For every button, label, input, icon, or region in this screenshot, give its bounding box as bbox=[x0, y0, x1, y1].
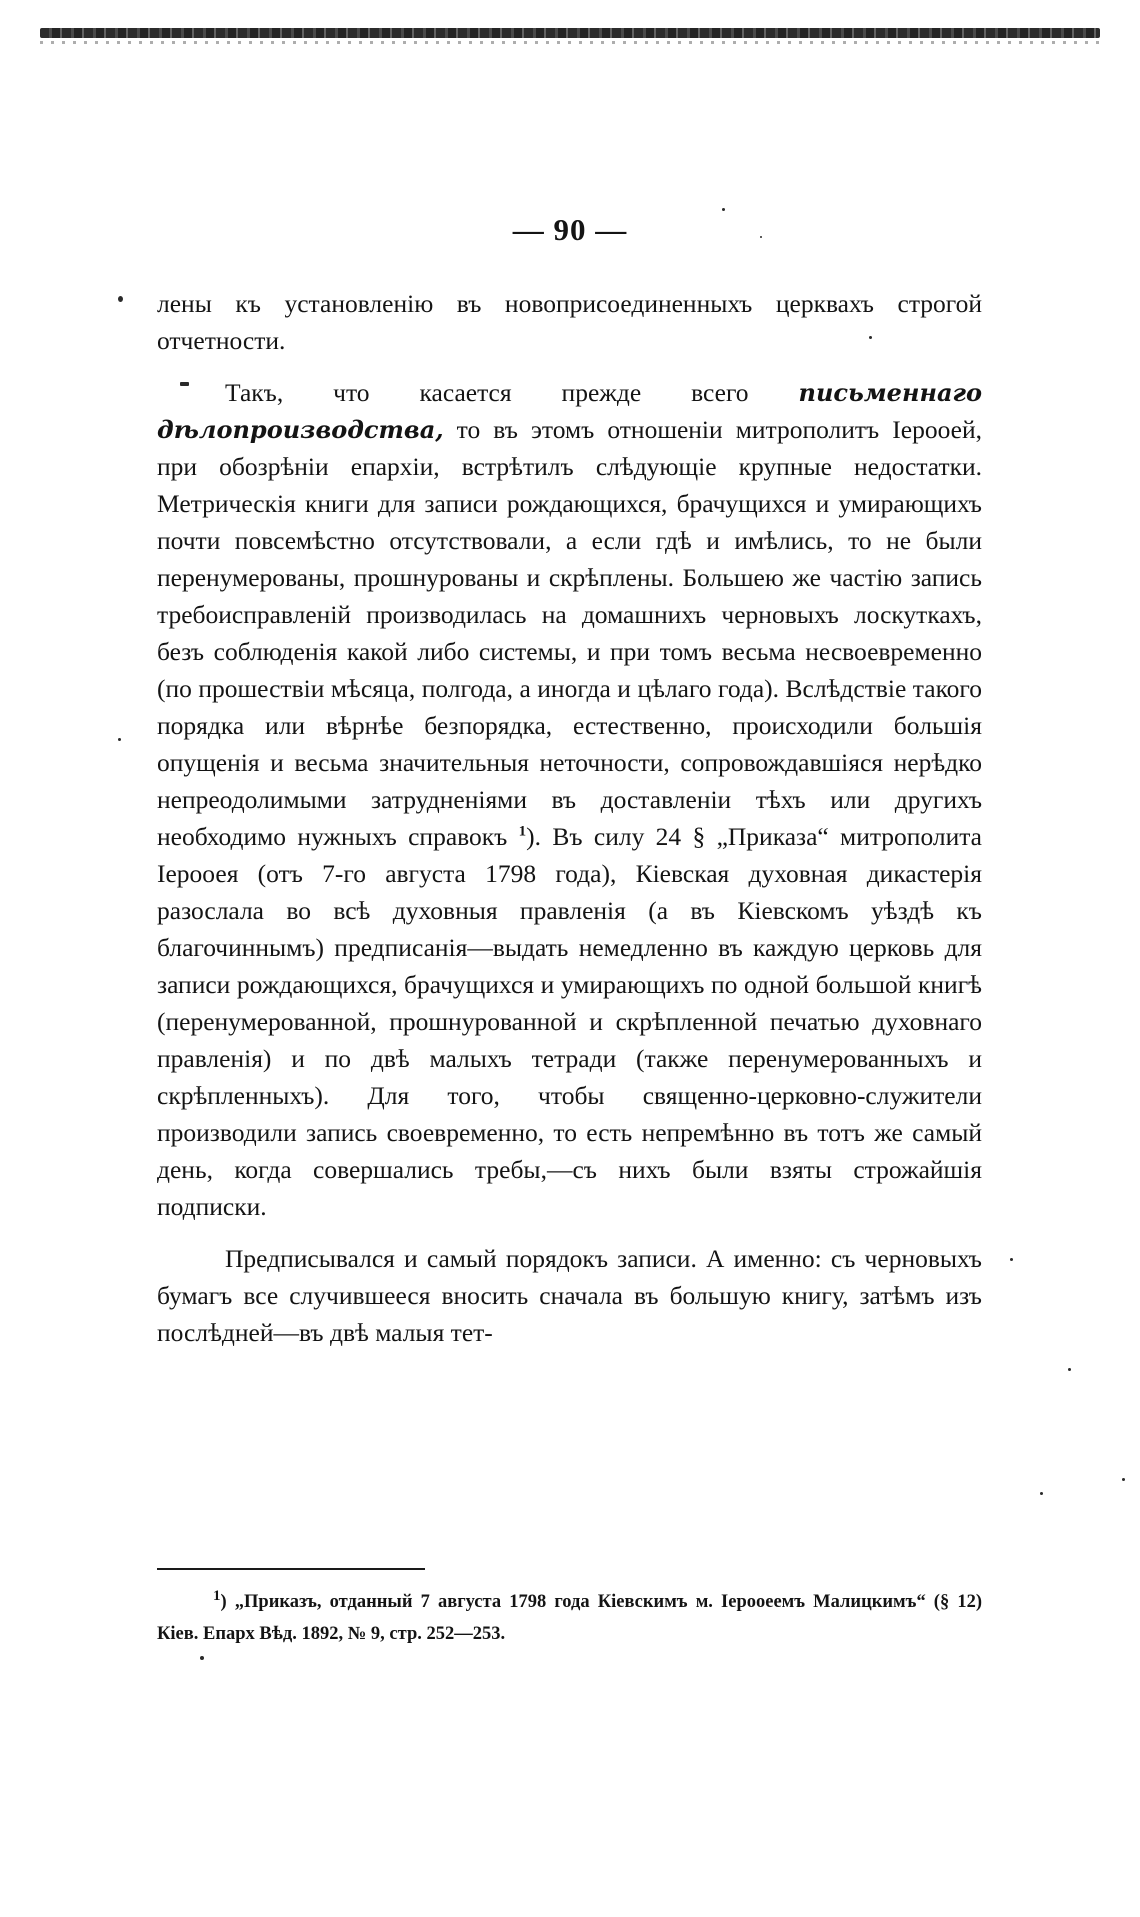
paragraph-2-start: Такъ, что касается прежде всего bbox=[225, 378, 799, 407]
footnote-reference: 1 bbox=[518, 823, 527, 840]
scan-speck bbox=[1010, 1258, 1013, 1261]
scan-speck bbox=[869, 336, 872, 339]
scan-speck bbox=[1122, 1478, 1125, 1481]
scan-speck bbox=[760, 236, 762, 238]
scan-speck bbox=[118, 296, 123, 302]
footnote-marker: 1 bbox=[213, 1587, 221, 1604]
scan-top-edge-noise-secondary bbox=[40, 41, 1100, 44]
scan-speck bbox=[200, 1656, 204, 1660]
footnote-text: ) „Приказъ, отданный 7 августа 1798 года Кіевскимъ м. Іерооеемъ Малицкимъ“ (§ 12) Кіев. Епарх Вѣд. 1892, № 9, стр. 252—253. bbox=[157, 1592, 982, 1644]
scan-speck bbox=[1040, 1492, 1043, 1495]
paragraph-1: лены къ установленію въ новоприсоединенныхъ церквахъ строгой отчетности. bbox=[157, 289, 982, 355]
italic-phrase: письменнаго дѣлопроизводства, bbox=[157, 378, 982, 444]
scan-speck bbox=[722, 208, 725, 211]
body-text bbox=[157, 285, 982, 1351]
paragraph-2 bbox=[157, 374, 982, 1225]
scan-speck bbox=[1068, 1368, 1071, 1371]
paragraph-2-rest: то въ этомъ отношеніи митрополитъ Іерооей, при обозрѣніи епархіи, встрѣтилъ слѣдующіе крупные недостатки. Метрическія книги для записи рождающихся, брачущихся и умирающихъ почти повсемѣстно отсутствовали, а если гдѣ и имѣлись, то не были перенумерованы, прошнурованы и скрѣплены. Большею же частію запись требоисправленій производилась на домашнихъ черновыхъ лоскуткахъ, безъ соблюденія какой либо системы, и при томъ весьма несвоевременно (по прошествіи мѣсяца, полгода, а иногда и цѣлаго года). Вслѣдствіе такого порядка или вѣрнѣе безпорядка, естественно, происходили большія опущенія и весьма значительныя неточности, сопровождавшіяся нерѣдко непреодолимыми затрудненіями въ доставленіи тѣхъ или другихъ необходимо нужныхъ справокъ bbox=[157, 415, 982, 851]
scan-top-edge-noise bbox=[40, 28, 1100, 38]
paragraph-3: Предписывался и самый порядокъ записи. А именно: съ черновыхъ бумагъ все случившееся вносить сначала въ большую книгу, затѣмъ изъ послѣдней—въ двѣ малыя тет- bbox=[157, 1244, 982, 1347]
page-number: — 90 — bbox=[512, 212, 628, 247]
footnote-divider bbox=[157, 1568, 425, 1570]
paragraph-2-end: ). Въ силу 24 § „Приказа“ митрополита Іерооея (отъ 7-го августа 1798 года), Кіевская духовная дикастерія разослала во всѣ духовныя правленія (а въ Кіевскомъ уѣздѣ къ благочиннымъ) предписанія—выдать немедленно въ каждую церковь для записи рождающихся, брачущихся и умирающихъ по одной большой книгѣ (перенумерованной, прошнурованной и скрѣпленной печатью духовнаго правленія) и по двѣ малыхъ тетради (также перенумерованныхъ и скрѣпленныхъ). Для того, чтобы священно-церковно-служители производили запись своевременно, то есть непремѣнно въ тотъ же самый день, когда совершались требы,—съ нихъ были взяты строжайшія подписки. bbox=[157, 822, 983, 1221]
scan-speck bbox=[118, 738, 121, 741]
footnote-paragraph bbox=[157, 1586, 982, 1650]
scan-speck bbox=[180, 382, 189, 386]
footnote bbox=[157, 1586, 982, 1650]
